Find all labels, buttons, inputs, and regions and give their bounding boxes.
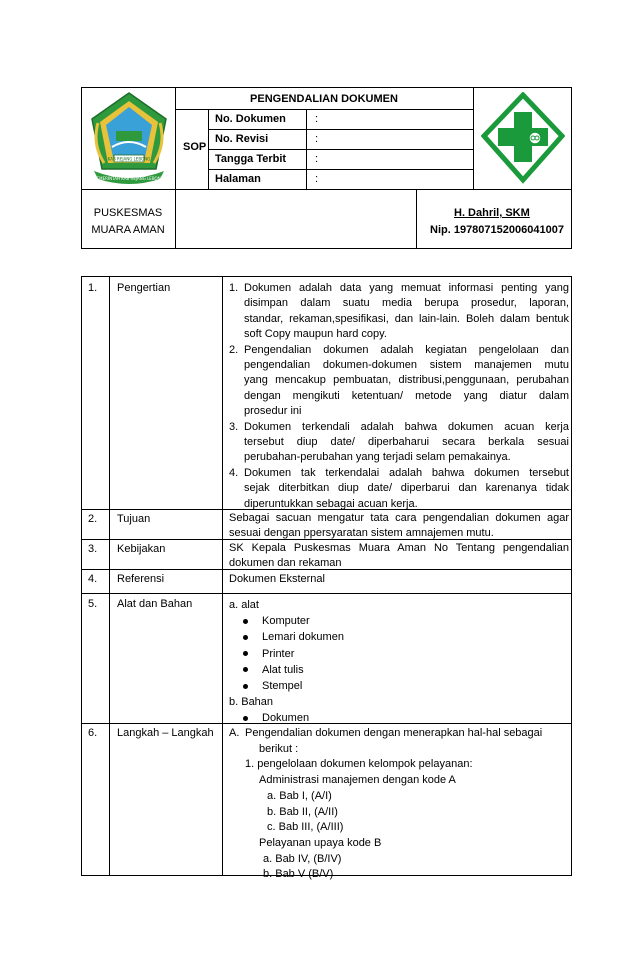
- langkah-a: A. Pengendalian dokumen dengan menerapkan hal-hal sebagai: [229, 726, 569, 742]
- referensi-text: Dokumen Eksternal: [229, 573, 325, 585]
- text-line: sesuai dengan ppersyaratan sistem amnajemen mutu.: [229, 527, 494, 539]
- header-divider: [208, 169, 473, 170]
- item-line: diperuntukkan sebagai acuan kerja.: [244, 497, 418, 510]
- header-divider: [175, 109, 473, 110]
- document-title: PENGENDALIAN DOKUMEN: [250, 93, 398, 105]
- alat-item: Lemari dokumen: [229, 629, 569, 645]
- item-line: dengan mengikuti ketentuan/ metode yang diatur dalam: [244, 389, 569, 402]
- item-line: pengendalian dokumen-dokumen sistem manajemen mutu: [244, 359, 569, 372]
- row-number: 4.: [88, 573, 98, 585]
- item-number: 1.: [229, 282, 239, 294]
- kebijakan-text: [229, 541, 569, 571]
- row-number: 5.: [88, 598, 98, 610]
- bahan-title: b. Bahan: [229, 696, 274, 709]
- item-line: Pengendalian dokumen adalah kegiatan pengelolaan dan: [244, 343, 569, 356]
- bullet-icon: [243, 651, 248, 656]
- text-line: SK Kepala Puskesmas Muara Aman No Tentang pengendalian: [229, 542, 569, 554]
- pengertian-item: [229, 343, 569, 420]
- sop-label: SOP: [183, 141, 207, 153]
- row-number: 3.: [88, 543, 98, 555]
- item-line: sejak diterbitkan diup date/ diperbarui dan karenanya tidak: [244, 482, 569, 495]
- field-label-halaman: Halaman: [215, 173, 261, 185]
- item-line: Dokumen tak terkendalai adalah bahwa dokumen tersebut: [244, 466, 569, 479]
- svg-text:KAB REJANG LEBONG: KAB REJANG LEBONG: [107, 156, 151, 162]
- row-label-langkah: Langkah – Langkah: [117, 727, 214, 739]
- row-label-kebijakan: Kebijakan: [117, 543, 166, 555]
- alat-item: Stempel: [229, 678, 569, 694]
- item-line: yang mencakup pembuatan, distribusi,penggunaan, perubahan: [244, 374, 569, 387]
- item-marker: A.: [229, 727, 240, 739]
- tujuan-text: [229, 511, 569, 541]
- alat-bahan-content: [229, 597, 569, 727]
- field-sep: :: [315, 113, 319, 125]
- table-divider: [109, 276, 110, 876]
- text-line: 1. pengelolaan dokumen kelompok pelayanan:: [245, 758, 473, 771]
- text-line: Administrasi manajemen dengan kode A: [259, 774, 456, 787]
- table-divider: [81, 593, 572, 594]
- text-line: Sebagai sacuan mengatur tata cara pengendalian dokumen agar: [229, 512, 569, 524]
- field-label-no-revisi: No. Revisi: [215, 133, 269, 145]
- list-item: a. Bab I, (A/I): [267, 789, 332, 802]
- item-line: Dokumen adalah data yang memuat informasi penting yang: [244, 282, 569, 294]
- list-item: a. Bab IV, (B/IV): [263, 852, 342, 865]
- table-divider: [222, 276, 223, 876]
- field-sep: :: [315, 173, 319, 185]
- field-label-tanggal-terbit: Tangga Terbit: [215, 153, 287, 165]
- header-divider: [81, 189, 572, 190]
- signer-nip: Nip. 197807152006041007: [430, 224, 564, 236]
- text-line: dokumen dan rekaman: [229, 557, 342, 569]
- item-line: tersebut diup date/ diperbaharui secara berkala sesuai: [244, 436, 569, 449]
- bullet-icon: [243, 684, 248, 689]
- field-sep: :: [315, 133, 319, 145]
- item-number: 4.: [229, 466, 239, 479]
- alat-title: a. alat: [229, 599, 259, 611]
- alat-item: Komputer: [229, 613, 569, 629]
- pengertian-item: [229, 281, 569, 343]
- item-line: soft Copy maupun hard copy.: [244, 328, 387, 341]
- item-line: standar, rekaman,spesifikasi, dan lain-lain. Boleh dalam bentuk: [244, 312, 569, 325]
- row-label-tujuan: Tujuan: [117, 513, 151, 525]
- header-divider: [175, 189, 176, 249]
- row-number: 2.: [88, 513, 98, 525]
- org-name-line1: PUSKESMAS: [93, 207, 163, 219]
- signer-name: H. Dahril, SKM: [454, 207, 530, 219]
- field-sep: :: [315, 153, 319, 165]
- list-item: b. Bab II, (A/II): [267, 805, 338, 818]
- puskesmas-cross-logo: [481, 92, 565, 186]
- item-number: 3.: [229, 420, 239, 433]
- row-label-pengertian: Pengertian: [117, 282, 171, 294]
- alat-item: Printer: [229, 646, 569, 662]
- item-line: perubahan-perubahan yang terjadi selam pemakainya.: [244, 451, 511, 464]
- row-number: 6.: [88, 727, 98, 739]
- field-label-no-dokumen: No. Dokumen: [215, 113, 286, 125]
- org-name-line2: MUARA AMAN: [91, 224, 165, 236]
- bullet-icon: [243, 667, 248, 672]
- pengertian-list: [229, 281, 569, 512]
- item-number: 2.: [229, 343, 239, 356]
- svg-text:PEMERINTAH KAB REJANG LEBONG: PEMERINTAH KAB REJANG LEBONG: [94, 176, 164, 181]
- bullet-icon: [243, 716, 248, 721]
- list-item: b. Bab V (B/V): [263, 868, 334, 881]
- pengertian-item: [229, 466, 569, 512]
- header-divider: [208, 149, 473, 150]
- text-line: Pelayanan upaya kode B: [259, 836, 382, 849]
- regency-emblem-logo: [86, 89, 172, 187]
- item-line: prosedur ini: [244, 405, 302, 418]
- bullet-icon: [243, 619, 248, 624]
- langkah-content: [229, 726, 569, 883]
- header-divider: [473, 87, 474, 189]
- header-divider: [416, 189, 417, 249]
- item-line: Dokumen terkendali adalah bahwa dokumen acuan kerja: [244, 420, 569, 433]
- row-label-alat-bahan: Alat dan Bahan: [117, 598, 193, 610]
- text-line: berikut :: [259, 742, 299, 755]
- bahan-item: Dokumen: [229, 710, 569, 726]
- alat-item: Alat tulis: [229, 662, 569, 678]
- pengertian-item: [229, 420, 569, 466]
- bullet-icon: [243, 635, 248, 640]
- header-divider: [208, 129, 473, 130]
- row-number: 1.: [88, 282, 98, 294]
- item-line: disimpan dalam suatu media berupa prosedur, laporan,: [244, 297, 569, 310]
- list-item: c. Bab III, (A/III): [267, 821, 344, 834]
- row-label-referensi: Referensi: [117, 573, 165, 585]
